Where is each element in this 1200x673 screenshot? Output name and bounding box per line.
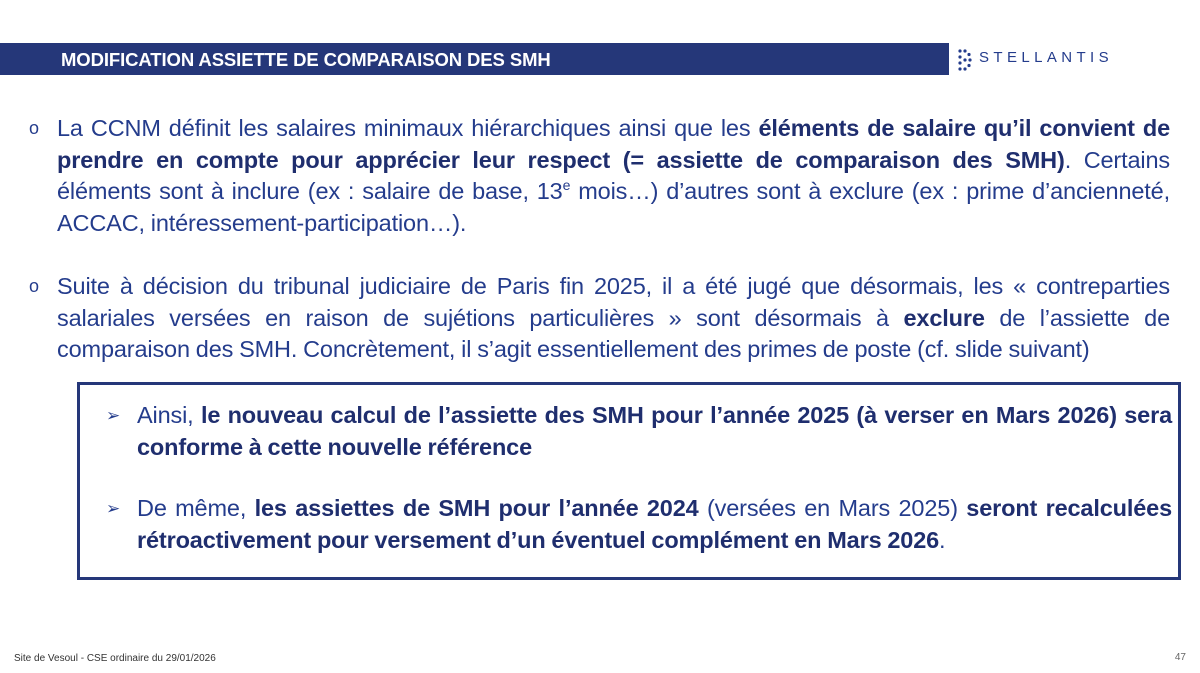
box-bold-part: le nouveau calcul de l’assiette des SMH pour l’année 2025 (à verser en Mars 2026) sera conforme à cette nouvelle référence	[137, 402, 1172, 460]
box-text-part: (versées en Mars 2025)	[698, 495, 967, 521]
box-bold-part: seront recalculées rétroactivement pour versement d’un éventuel complément en Mars 2026	[137, 495, 1172, 553]
arrow-bullet-icon: ➢	[106, 406, 121, 425]
header-band	[0, 43, 949, 75]
bullet-text	[57, 271, 1170, 366]
footer-site-info: Site de Vesoul - CSE ordinaire du 29/01/2026	[14, 653, 216, 664]
box-text-part: Ainsi,	[137, 402, 201, 428]
superscript: e	[562, 177, 571, 194]
arrow-bullet-icon: ➢	[106, 499, 121, 518]
bullet-text-part: de l’assiette de comparaison des SMH. Concrètement, il s’agit essentiellement des primes de poste (cf. slide suivant)	[57, 304, 1170, 363]
bullet-text-part: . Certains éléments sont à inclure (ex : salaire de base, 13	[57, 146, 1170, 205]
stellantis-logo-icon	[957, 48, 975, 72]
box-item-text	[137, 493, 1172, 556]
slide-title: MODIFICATION ASSIETTE DE COMPARAISON DES SMH	[61, 49, 551, 70]
box-text-part: De même,	[137, 495, 255, 521]
box-bold-part: les assiettes de SMH pour l’année 2024	[254, 495, 699, 521]
bullet-text-part: Suite à décision du tribunal judiciaire de Paris fin 2025, il a été jugé que désormais, les « contreparties salariales versées en raison de sujétions particulières » sont désormais à	[57, 273, 1170, 331]
bullet-marker: o	[29, 276, 40, 296]
bullet-bold-part: exclure	[903, 304, 985, 331]
box-text-part: .	[939, 526, 946, 553]
stellantis-logo	[957, 46, 1147, 74]
bullet-text	[57, 113, 1170, 239]
bullet-bold-part: éléments de salaire qu’il convient de prendre en compte pour apprécier leur respect (= assiette de comparaison des SMH)	[57, 115, 1170, 173]
box-item-text	[137, 400, 1172, 463]
bullet-text-part: mois…) d’autres sont à exclure (ex : prime d’ancienneté, ACCAC, intéressement-participation…).	[57, 178, 1170, 236]
highlight-box	[77, 382, 1181, 580]
bullet-marker: o	[29, 118, 40, 138]
stellantis-logo-text: STELLANTIS	[979, 49, 1114, 66]
page-number: 47	[1174, 652, 1186, 663]
bullet-text-part: La CCNM définit les salaires minimaux hiérarchiques ainsi que les	[57, 115, 759, 141]
